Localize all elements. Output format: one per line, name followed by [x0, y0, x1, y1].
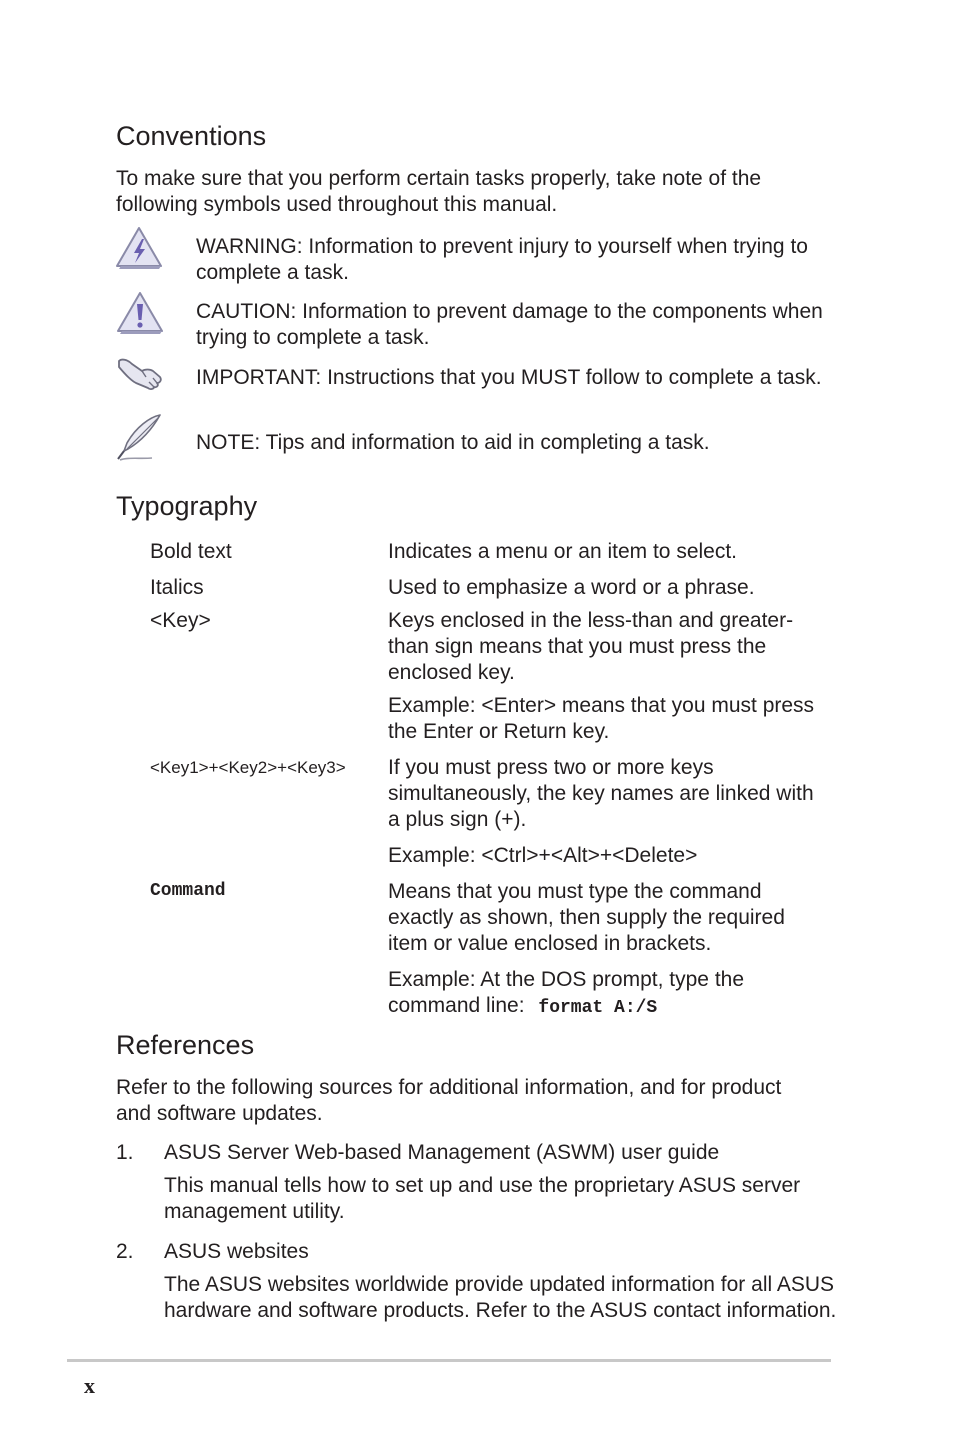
references-heading: References: [116, 1030, 255, 1060]
term-command: Command: [150, 881, 226, 901]
note-quill-icon: [114, 413, 164, 463]
reference-1-desc-line1: This manual tells how to set up and use the proprietary ASUS server: [164, 1174, 801, 1197]
warning-lightning-icon: [115, 226, 163, 270]
reference-2-number: 2.: [116, 1240, 134, 1263]
reference-2-desc-line2: hardware and software products. Refer to the ASUS contact information.: [164, 1299, 837, 1322]
reference-2-title: ASUS websites: [164, 1240, 309, 1263]
important-hand-icon: [116, 356, 164, 392]
warning-text-line2: complete a task.: [196, 261, 349, 284]
typography-heading: Typography: [116, 491, 258, 521]
desc-key-combo-line3: a plus sign (+).: [388, 808, 527, 831]
conventions-intro-line1: To make sure that you perform certain tasks properly, take note of the: [116, 167, 762, 190]
references-intro-line1: Refer to the following sources for additional information, and for product: [116, 1076, 782, 1099]
page-number: x: [84, 1373, 95, 1398]
caution-text-line2: trying to complete a task.: [196, 326, 430, 349]
desc-key-line3: enclosed key.: [388, 661, 515, 684]
caution-exclamation-icon: [116, 291, 164, 335]
desc-command-line3: item or value enclosed in brackets.: [388, 932, 712, 955]
desc-italics: Used to emphasize a word or a phrase.: [388, 576, 755, 599]
note-text: NOTE: Tips and information to aid in completing a task.: [196, 431, 710, 454]
desc-bold-text: Indicates a menu or an item to select.: [388, 540, 738, 563]
reference-1-title: ASUS Server Web-based Management (ASWM) user guide: [164, 1141, 720, 1164]
reference-1-desc-line2: management utility.: [164, 1200, 345, 1223]
example-command-line2: [388, 993, 657, 1021]
term-key: <Key>: [150, 609, 211, 632]
example-command-code: format A:/S: [538, 998, 658, 1018]
desc-command-line2: exactly as shown, then supply the required: [388, 906, 785, 929]
warning-text-line1: WARNING: Information to prevent injury to yourself when trying to: [196, 235, 808, 258]
example-key-combo: Example: <Ctrl>+<Alt>+<Delete>: [388, 844, 698, 867]
example-key-line2: the Enter or Return key.: [388, 720, 610, 743]
desc-key-combo-line1: If you must press two or more keys: [388, 756, 714, 779]
example-command-prefix: command line:: [388, 994, 525, 1017]
conventions-heading: Conventions: [116, 121, 267, 151]
references-intro-line2: and software updates.: [116, 1102, 323, 1125]
desc-key-line1: Keys enclosed in the less-than and greater-: [388, 609, 794, 632]
reference-2-desc-line1: The ASUS websites worldwide provide updated information for all ASUS: [164, 1273, 835, 1296]
term-key-combo: <Key1>+<Key2>+<Key3>: [150, 758, 346, 777]
example-key-line1: Example: <Enter> means that you must press: [388, 694, 815, 717]
desc-key-line2: than sign means that you must press the: [388, 635, 767, 658]
caution-text-line1: CAUTION: Information to prevent damage to the components when: [196, 300, 823, 323]
important-text: IMPORTANT: Instructions that you MUST follow to complete a task.: [196, 366, 822, 389]
footer-divider: [67, 1359, 831, 1362]
example-command-line1: Example: At the DOS prompt, type the: [388, 968, 745, 991]
conventions-intro-line2: following symbols used throughout this manual.: [116, 193, 558, 216]
desc-key-combo-line2: simultaneously, the key names are linked with: [388, 782, 814, 805]
desc-command-line1: Means that you must type the command: [388, 880, 762, 903]
reference-1-number: 1.: [116, 1141, 134, 1164]
term-bold-text: Bold text: [150, 540, 232, 563]
term-italics: Italics: [150, 576, 204, 599]
